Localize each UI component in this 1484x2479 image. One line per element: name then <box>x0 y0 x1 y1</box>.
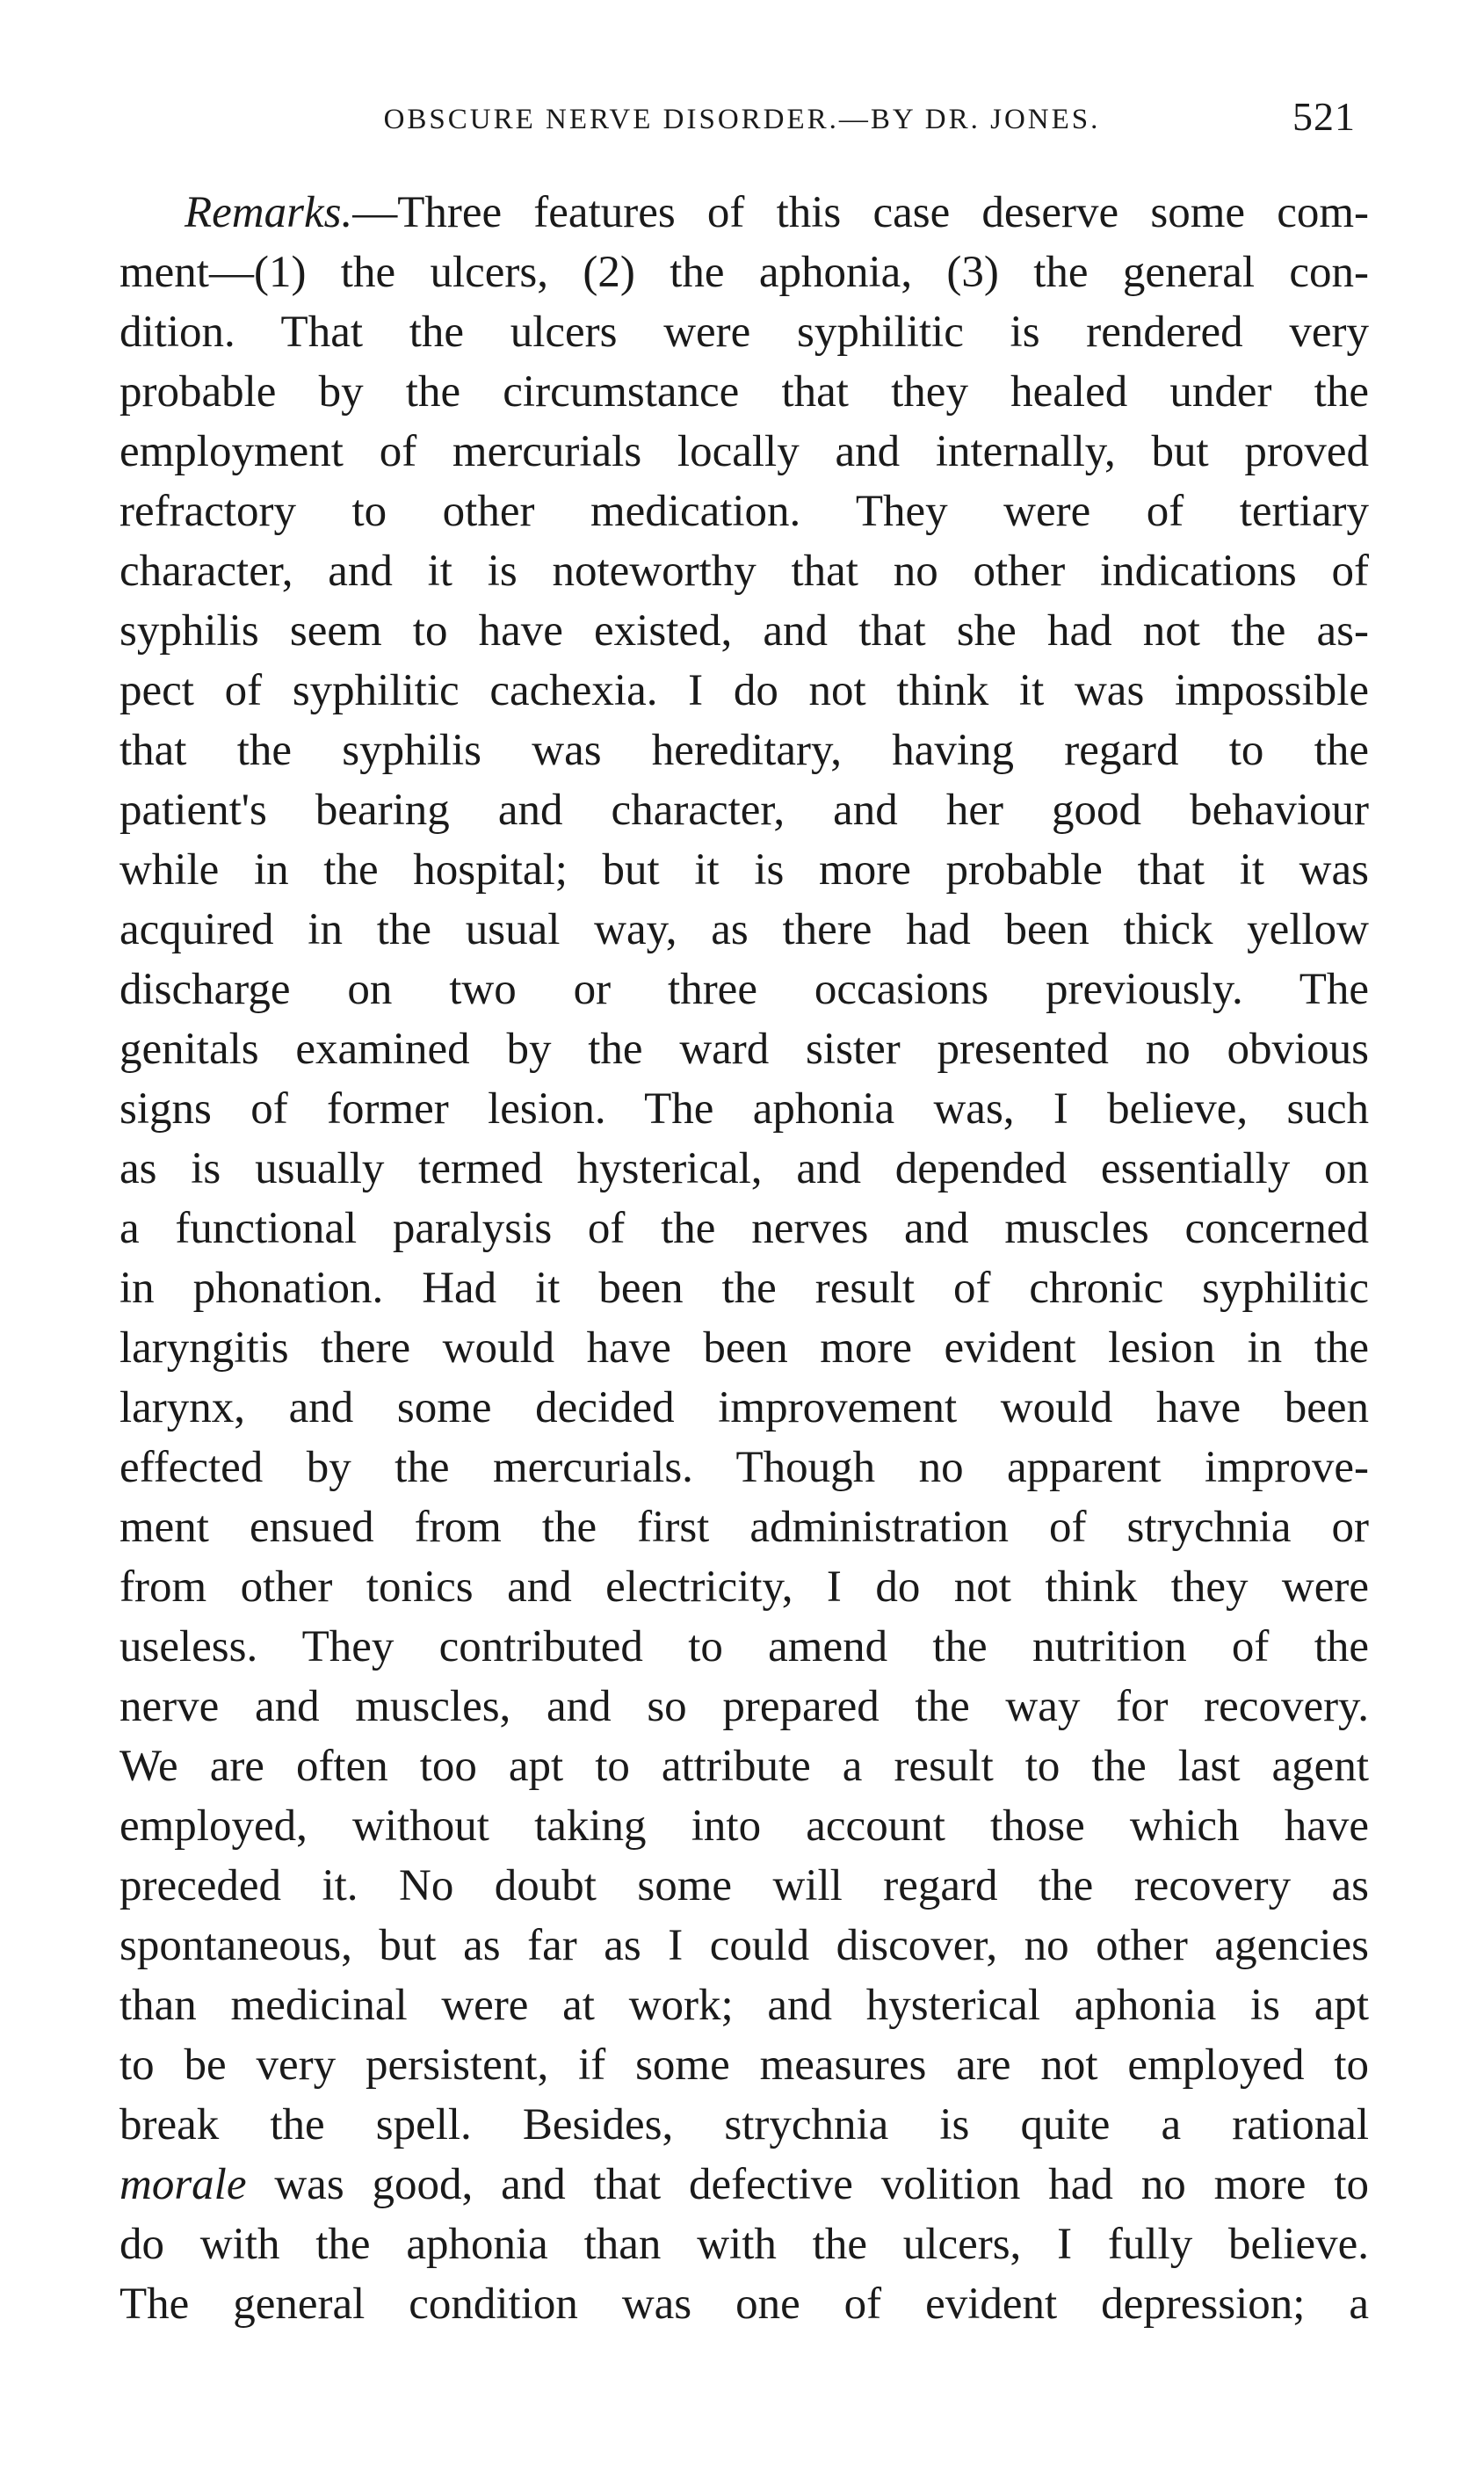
page-number: 521 <box>1292 94 1356 139</box>
text-line: a functional paralysis of the nerves and muscles concerned <box>119 1204 1369 1253</box>
text-line: We are often too apt to attribute a result to the last agent <box>119 1742 1369 1791</box>
text-line <box>119 2155 1369 2214</box>
text-line: larynx, and some decided improvement would have been <box>119 1383 1369 1432</box>
text-line: dition. That the ulcers were syphilitic is rendered very <box>119 308 1369 357</box>
running-title: OBSCURE NERVE DISORDER.—BY DR. JONES. <box>383 104 1101 135</box>
text-line: discharge on two or three occasions previously. The <box>119 965 1369 1014</box>
text-line: as is usually termed hysterical, and depended essentially on <box>119 1144 1369 1193</box>
text-line: The general condition was one of evident depression; a <box>119 2280 1369 2329</box>
text-line: useless. They contributed to amend the nutrition of the <box>119 1622 1369 1671</box>
text-line <box>119 183 1369 243</box>
text-line: laryngitis there would have been more evident lesion in the <box>119 1323 1369 1373</box>
text-line: do with the aphonia than with the ulcers, I fully believe. <box>119 2220 1369 2269</box>
body-paragraph <box>119 183 1369 2334</box>
text-line: employment of mercurials locally and internally, but proved <box>119 427 1369 476</box>
text-line: that the syphilis was hereditary, having regard to the <box>119 726 1369 775</box>
text-line: signs of former lesion. The aphonia was, I believe, such <box>119 1084 1369 1134</box>
text-line: nerve and muscles, and so prepared the way for recovery. <box>119 1682 1369 1731</box>
text-line: probable by the circumstance that they healed under the <box>119 367 1369 417</box>
text-line: refractory to other medication. They were of tertiary <box>119 487 1369 536</box>
morale-word: morale <box>119 2160 247 2209</box>
text-line: in phonation. Had it been the result of chronic syphilitic <box>119 1264 1369 1313</box>
text-line: syphilis seem to have existed, and that she had not the as- <box>119 606 1369 656</box>
text-line: from other tonics and electricity, I do not think they were <box>119 1562 1369 1612</box>
text-line: effected by the mercurials. Though no apparent improve- <box>119 1443 1369 1492</box>
running-head <box>119 93 1365 146</box>
text-line: ment—(1) the ulcers, (2) the aphonia, (3) the general con- <box>119 248 1369 297</box>
text-line: preceded it. No doubt some will regard the recovery as <box>119 1861 1369 1910</box>
text-line: while in the hospital; but it is more probable that it was <box>119 845 1369 895</box>
remarks-heading: Remarks. <box>185 188 353 237</box>
text-line: character, and it is noteworthy that no other indications of <box>119 547 1369 596</box>
text-line: break the spell. Besides, strychnia is quite a rational <box>119 2100 1369 2149</box>
text-line: spontaneous, but as far as I could discover, no other agencies <box>119 1921 1369 1970</box>
text-line: than medicinal were at work; and hysterical aphonia is apt <box>119 1981 1369 2030</box>
text-line: to be very persistent, if some measures are not employed to <box>119 2040 1369 2090</box>
text-line: employed, without taking into account those which have <box>119 1801 1369 1851</box>
text-line: genitals examined by the ward sister presented no obvious <box>119 1025 1369 1074</box>
text-fragment: —Three features of this case deserve some com- <box>352 188 1369 237</box>
text-line: ment ensued from the first administration of strychnia or <box>119 1503 1369 1552</box>
text-fragment: was good, and that defective volition had no more to <box>246 2160 1369 2209</box>
text-line: acquired in the usual way, as there had been thick yellow <box>119 905 1369 954</box>
text-line: pect of syphilitic cachexia. I do not think it was impossible <box>119 666 1369 715</box>
text-line: patient's bearing and character, and her good behaviour <box>119 786 1369 835</box>
